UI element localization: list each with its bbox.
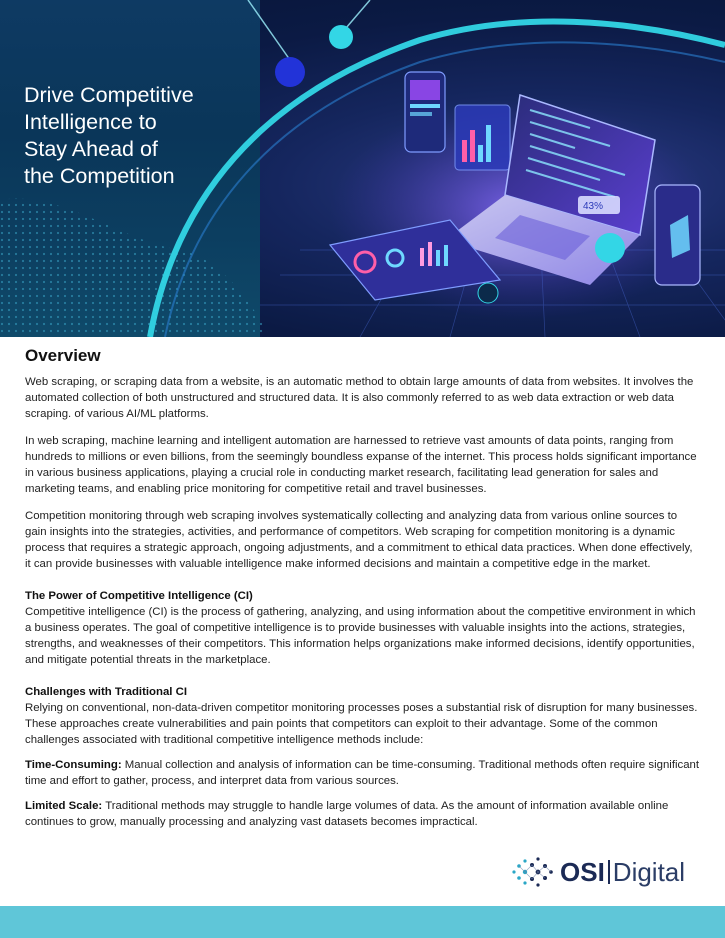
challenge-item-text: Manual collection and analysis of information can be time-consuming. Traditional methods often require significant time and effort to gather, process, and interpret data from various sources. — [25, 759, 700, 787]
challenge-item-label: Time-Consuming: — [25, 759, 122, 771]
overview-heading: Overview — [25, 346, 101, 365]
floating-panel-chart — [455, 105, 510, 170]
phone-left-illustration — [405, 72, 445, 152]
laptop-badge: 43% — [583, 201, 604, 212]
power-ci-section — [25, 588, 700, 668]
overview-paragraph-1: Web scraping, or scraping data from a website, is an automatic method to obtain large amounts of data from websites. It involves the automated collection of both unstructured and structured data. It is also commonly referred to as web data extraction or web data scraping. of various AI/ML platforms. — [25, 376, 694, 420]
hero-banner — [0, 0, 725, 337]
overview-paragraph-3: Competition monitoring through web scraping involves systematically collecting and analyzing data from various online sources to gain insights into the strategies, activities, and performance of competitors. Web scraping for competition monitoring is a dynamic process that requires a strategic approach, ongoing adjustments, and a commitment to ethical data practices. When done effectively, it can provide businesses with valuable intelligence make informed decisions and maintain a competitive edge in the market. — [25, 510, 693, 570]
overview-paragraph-2: In web scraping, machine learning and intelligent automation are harnessed to retrieve vast amounts of data points, ranging from hundreds to millions or even billions, from the seemingly boundless expanse of the internet. This process holds significant importance in various business applications, playing a crucial role in conducting market research, facilitating lead generation for sales and marketing teams, and enabling price monitoring for competitive retail and travel businesses. — [25, 435, 697, 495]
challenge-item-label: Limited Scale: — [25, 800, 103, 812]
orb-dark — [478, 283, 498, 303]
challenge-item-text: Traditional methods may struggle to handle large volumes of data. As the amount of information available online continues to grow, manually processing and analyzing vast datasets becomes impractical. — [25, 800, 669, 828]
challenges-heading: Challenges with Traditional CI — [25, 686, 188, 698]
power-ci-heading: The Power of Competitive Intelligence (CI) — [25, 590, 253, 602]
power-ci-body: Competitive intelligence (CI) is the process of gathering, analyzing, and using information about the competitive environment in which a business operates. The goal of competitive intelligence is to provide businesses with valuable insights into the actions, strategies, strengths, and weaknesses of their competitors. This information helps organizations make informed decisions, identify opportunities, and mitigate potential threats in the marketplace. — [25, 606, 696, 666]
logo-secondary: Digital — [612, 857, 686, 887]
orb-cyan — [329, 25, 353, 49]
challenges-section — [25, 684, 700, 830]
challenge-item-time-consuming — [25, 757, 700, 789]
logo-wordmark — [560, 856, 685, 888]
challenge-item-limited-scale — [25, 798, 700, 830]
challenges-body: Relying on conventional, non-data-driven competitor monitoring processes poses a substantial risk of disruption for many businesses. These approaches create vulnerabilities and pain points that competitors can exploit to their advantage. Some of the common challenges associated with traditional competitive intelligence methods include: — [25, 702, 698, 746]
orb-cyan-right — [595, 233, 625, 263]
phone-right-illustration — [655, 185, 700, 285]
hero-title: Drive Competitive Intelligence to Stay Ahead of the Competition — [24, 83, 194, 188]
orb-blue — [275, 57, 305, 87]
footer-bar — [0, 906, 725, 938]
dotted-wave — [0, 199, 270, 337]
network-dots-icon — [510, 855, 556, 889]
osi-digital-logo — [510, 855, 700, 889]
logo-divider — [608, 860, 610, 884]
logo-primary: OSI — [560, 857, 605, 887]
main-content — [25, 346, 700, 839]
